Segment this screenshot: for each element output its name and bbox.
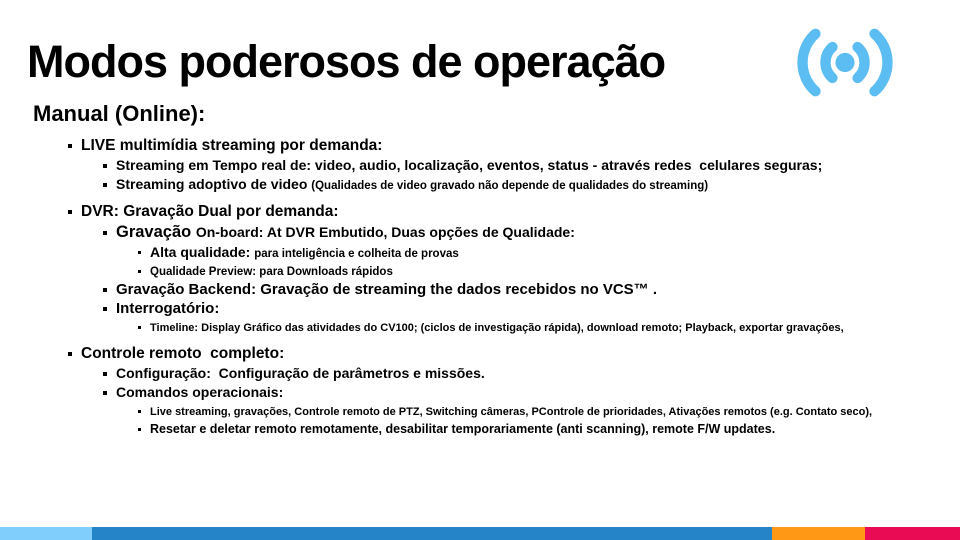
list-item <box>68 135 950 156</box>
list-item <box>103 299 950 318</box>
list-item-text: Alta qualidade: para inteligência e colheita de provas <box>150 244 459 260</box>
footer-bar-segment-4 <box>865 527 960 540</box>
list-item <box>103 175 950 194</box>
list-item-text: Resetar e deletar remoto remotamente, desabilitar temporariamente (anti scanning), remote F/W updates. <box>150 422 776 436</box>
list-item <box>138 402 950 420</box>
bullet-square-icon <box>138 428 141 431</box>
bullet-square-icon <box>103 183 107 187</box>
bullet-square-icon <box>103 307 107 311</box>
slide-title: Modos poderosos de operação <box>27 36 666 87</box>
list-item-text: Comandos operacionais: <box>116 384 284 400</box>
list-item <box>103 280 950 299</box>
list-item-text: Timeline: Display Gráfico das atividades do CV100; (ciclos de investigação rápida), download remoto; Playback, exportar gravações, <box>150 322 844 334</box>
list-item <box>138 262 950 280</box>
bullet-square-icon <box>138 251 141 254</box>
footer-bar-segment-1 <box>0 527 92 540</box>
list-item <box>103 383 950 402</box>
bullet-square-icon <box>68 210 72 214</box>
bullet-square-icon <box>103 391 107 395</box>
list-item-text: Qualidade Preview: para Downloads rápidos <box>150 266 393 278</box>
bullet-square-icon <box>138 270 141 273</box>
list-item-text: Controle remoto completo: <box>81 345 285 362</box>
list-item <box>138 420 950 438</box>
list-item <box>138 243 950 262</box>
list-item-text: Gravação Backend: Gravação de streaming the dados recebidos no VCS™ . <box>116 281 658 298</box>
list-item-text: Interrogatório: <box>116 300 220 317</box>
bullet-square-icon <box>103 164 107 168</box>
footer-color-bar <box>0 527 960 540</box>
bullet-square-icon <box>103 288 107 292</box>
list-item <box>103 222 950 243</box>
broadcast-signal-icon <box>786 14 904 111</box>
list-item <box>103 364 950 383</box>
list-item-text: Streaming em Tempo real de: video, audio, localização, eventos, status - através redes celulares seguras; <box>116 157 823 173</box>
footer-bar-segment-3 <box>772 527 865 540</box>
bullet-square-icon <box>103 231 107 235</box>
slide-subtitle: Manual (Online): <box>33 101 206 126</box>
list-item-text: Configuração: Configuração de parâmetros e missões. <box>116 365 485 381</box>
footer-bar-segment-2 <box>92 527 772 540</box>
bullet-square-icon <box>138 326 141 329</box>
bullet-square-icon <box>138 410 141 413</box>
list-item-text: Streaming adoptivo de video (Qualidades de video gravado não depende de qualidades do streaming) <box>116 176 709 192</box>
list-item-text: Live streaming, gravações, Controle remoto de PTZ, Switching câmeras, PControle de prioridades, Ativações remotos (e.g. Contato seco), <box>150 406 873 418</box>
list-item-text: Gravação On-board: At DVR Embutido, Duas opções de Qualidade: <box>116 223 575 241</box>
bullet-square-icon <box>68 144 72 148</box>
bullet-square-icon <box>103 372 107 376</box>
list-item <box>103 156 950 175</box>
list-item <box>68 201 950 222</box>
list-item-text: LIVE multimídia streaming por demanda: <box>81 137 383 154</box>
bullet-list <box>68 135 950 438</box>
list-item-text: DVR: Gravação Dual por demanda: <box>81 203 339 220</box>
list-item <box>68 343 950 364</box>
bullet-square-icon <box>68 352 72 356</box>
list-item <box>138 318 950 336</box>
